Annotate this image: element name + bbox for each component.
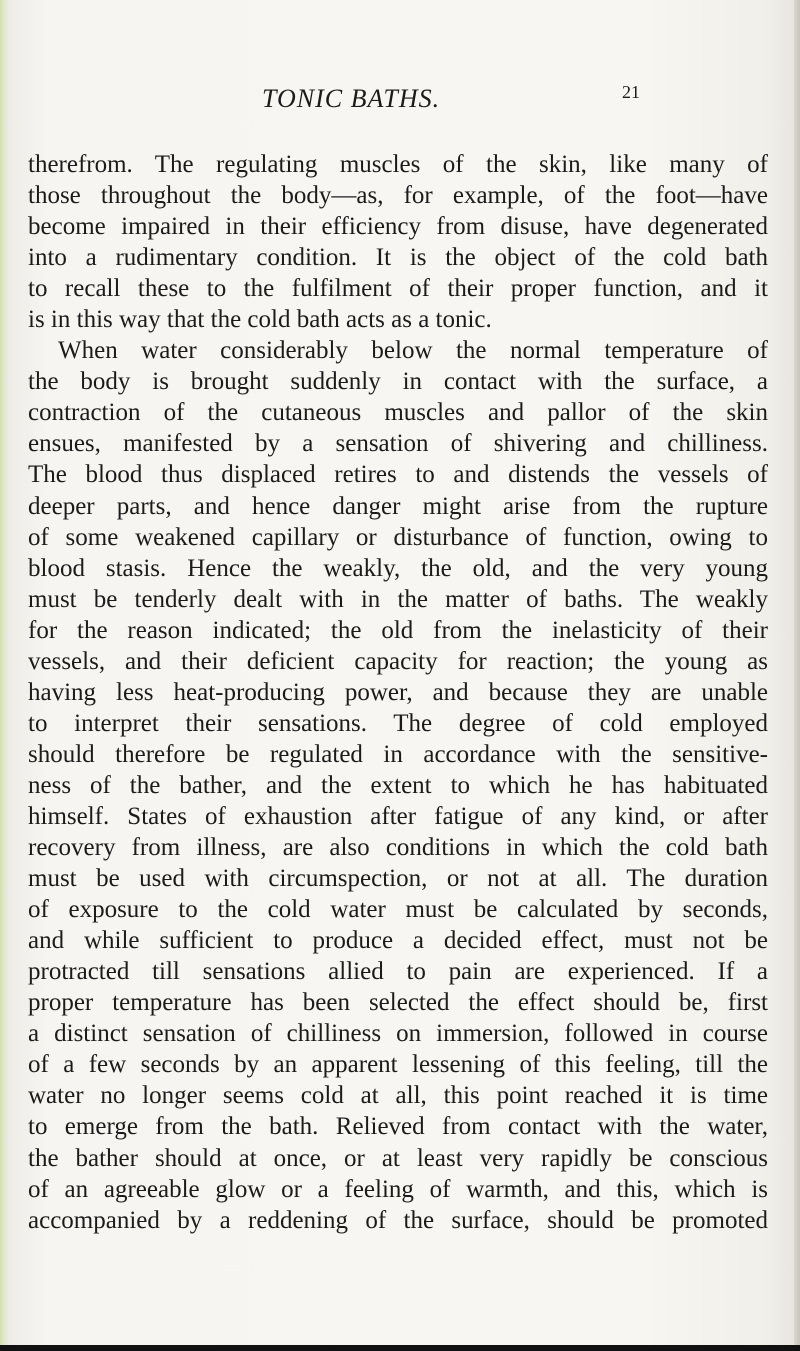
text-line: vessels, and their deficient capacity for reaction; the young as — [28, 647, 768, 675]
text-line: ness of the bather, and the extent to which he has habituated — [28, 771, 768, 799]
text-line: of an agreeable glow or a feeling of warmth, and this, which is — [28, 1175, 768, 1203]
text-line: those throughout the body—as, for example, of the foot—have — [28, 182, 768, 210]
text-line: The blood thus displaced retires to and distends the vessels of — [28, 461, 768, 489]
text-line: of exposure to the cold water must be calculated by seconds, — [28, 896, 768, 924]
text-line: should therefore be regulated in accordance with the sensitive- — [28, 740, 768, 768]
text-line: having less heat-producing power, and because they are unable — [28, 678, 768, 706]
scan-bottom-edge — [0, 1345, 800, 1351]
text-line: of some weakened capillary or disturbance of function, owing to — [28, 523, 768, 551]
text-line: must be tenderly dealt with in the matter of baths. The weakly — [28, 585, 768, 613]
text-line: for the reason indicated; the old from the inelasticity of their — [28, 616, 768, 644]
text-line: water no longer seems cold at all, this point reached it is time — [28, 1082, 768, 1110]
text-line: the bather should at once, or at least very rapidly be conscious — [28, 1144, 768, 1172]
text-line: into a rudimentary condition. It is the object of the cold bath — [28, 244, 768, 272]
page-left-edge — [0, 0, 8, 1351]
text-line: himself. States of exhaustion after fatigue of any kind, or after — [28, 802, 768, 830]
text-line: recovery from illness, are also conditions in which the cold bath — [28, 834, 768, 862]
text-line: to interpret their sensations. The degree of cold employed — [28, 709, 768, 737]
text-line: and while sufficient to produce a decided effect, must not be — [28, 927, 768, 955]
text-line: ensues, manifested by a sensation of shivering and chilliness. — [28, 430, 768, 458]
text-line: protracted till sensations allied to pain are experienced. If a — [28, 958, 768, 986]
text-line: blood stasis. Hence the weakly, the old, and the very young — [28, 554, 768, 582]
text-line: to recall these to the fulfilment of their proper function, and it — [28, 275, 768, 303]
text-line: must be used with circumspection, or not at all. The duration — [28, 865, 768, 893]
text-line: is in this way that the cold bath acts as a tonic. — [28, 306, 492, 334]
text-line: to emerge from the bath. Relieved from contact with the water, — [28, 1113, 768, 1141]
text-line: the body is brought suddenly in contact with the surface, a — [28, 368, 768, 396]
text-line: of a few seconds by an apparent lessening of this feeling, till the — [28, 1051, 768, 1079]
text-line: contraction of the cutaneous muscles and pallor of the skin — [28, 399, 768, 427]
text-line: therefrom. The regulating muscles of the skin, like many of — [28, 151, 768, 178]
running-title: TONIC BATHS. — [262, 84, 441, 113]
body-text — [28, 149, 768, 1236]
page-right-edge — [794, 0, 800, 1351]
text-line: proper temperature has been selected the effect should be, first — [28, 989, 768, 1017]
page-number: 21 — [622, 82, 640, 102]
text-line: become impaired in their efficiency from disuse, have degenerated — [28, 213, 768, 241]
text-line: accompanied by a reddening of the surface, should be promoted — [28, 1206, 768, 1234]
text-line: deeper parts, and hence danger might arise from the rupture — [28, 492, 768, 520]
text-line: When water considerably below the normal temperature of — [58, 337, 768, 365]
text-line: a distinct sensation of chilliness on immersion, followed in course — [28, 1020, 768, 1048]
running-head — [0, 74, 800, 114]
